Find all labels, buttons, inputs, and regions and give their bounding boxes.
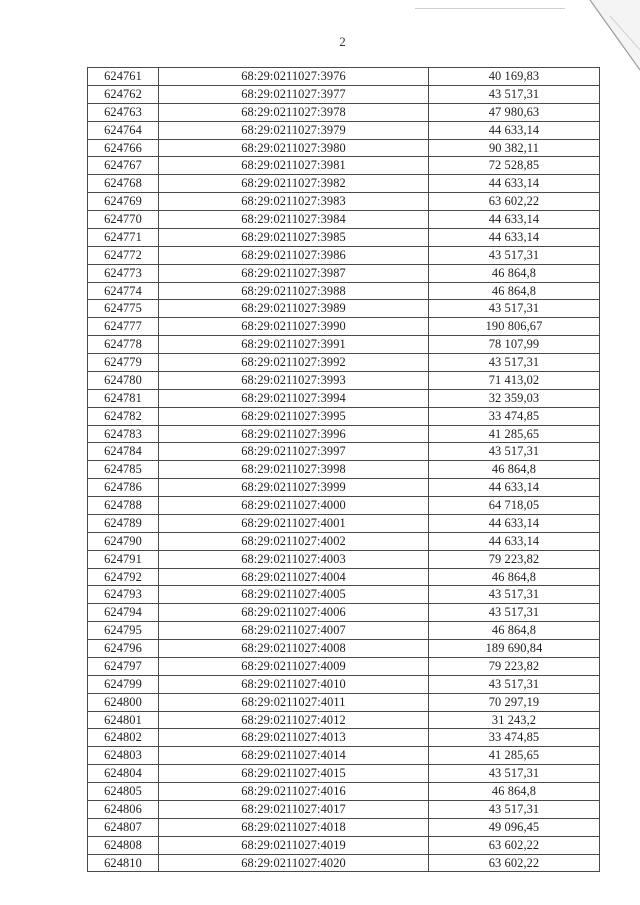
value-cell: 43 517,31 [429,675,600,693]
row-id-cell: 624774 [88,282,159,300]
cadastral-number-cell: 68:29:0211027:4015 [159,765,429,783]
row-id-cell: 624801 [88,711,159,729]
value-cell: 64 718,05 [429,497,600,515]
row-id-cell: 624808 [88,836,159,854]
table-row [88,228,600,246]
cadastral-number-cell: 68:29:0211027:3981 [159,157,429,175]
row-id-cell: 624796 [88,640,159,658]
table-row [88,68,600,86]
cadastral-number-cell: 68:29:0211027:4004 [159,568,429,586]
value-cell: 90 382,11 [429,139,600,157]
row-id-cell: 624782 [88,407,159,425]
value-cell: 33 474,85 [429,407,600,425]
cadastral-number-cell: 68:29:0211027:3994 [159,389,429,407]
cadastral-number-cell: 68:29:0211027:3980 [159,139,429,157]
table-row [88,461,600,479]
row-id-cell: 624797 [88,657,159,675]
row-id-cell: 624788 [88,497,159,515]
table-row [88,479,600,497]
row-id-cell: 624791 [88,550,159,568]
table-row [88,282,600,300]
value-cell: 44 633,14 [429,514,600,532]
cadastral-number-cell: 68:29:0211027:3995 [159,407,429,425]
value-cell: 46 864,8 [429,282,600,300]
table-row [88,407,600,425]
cadastral-number-cell: 68:29:0211027:4009 [159,657,429,675]
cadastral-number-cell: 68:29:0211027:3999 [159,479,429,497]
table-row [88,103,600,121]
cadastral-number-cell: 68:29:0211027:4000 [159,497,429,515]
cadastral-number-cell: 68:29:0211027:4006 [159,604,429,622]
value-cell: 190 806,67 [429,318,600,336]
value-cell: 78 107,99 [429,336,600,354]
cadastral-number-cell: 68:29:0211027:3998 [159,461,429,479]
cadastral-number-cell: 68:29:0211027:4002 [159,532,429,550]
value-cell: 46 864,8 [429,783,600,801]
value-cell: 63 602,22 [429,836,600,854]
cadastral-number-cell: 68:29:0211027:4020 [159,854,429,872]
registry-table [87,67,600,872]
scan-artifact-line [415,8,565,9]
row-id-cell: 624794 [88,604,159,622]
cadastral-number-cell: 68:29:0211027:4005 [159,586,429,604]
row-id-cell: 624775 [88,300,159,318]
row-id-cell: 624810 [88,854,159,872]
cadastral-number-cell: 68:29:0211027:3979 [159,121,429,139]
table-row [88,550,600,568]
value-cell: 63 602,22 [429,854,600,872]
row-id-cell: 624805 [88,783,159,801]
table-row [88,586,600,604]
cadastral-number-cell: 68:29:0211027:4011 [159,693,429,711]
value-cell: 70 297,19 [429,693,600,711]
row-id-cell: 624763 [88,103,159,121]
table-row [88,121,600,139]
row-id-cell: 624793 [88,586,159,604]
cadastral-number-cell: 68:29:0211027:4012 [159,711,429,729]
row-id-cell: 624786 [88,479,159,497]
cadastral-number-cell: 68:29:0211027:3997 [159,443,429,461]
row-id-cell: 624778 [88,336,159,354]
value-cell: 43 517,31 [429,300,600,318]
value-cell: 43 517,31 [429,765,600,783]
table-row [88,836,600,854]
table-row [88,300,600,318]
cadastral-number-cell: 68:29:0211027:3987 [159,264,429,282]
table-row [88,854,600,872]
cadastral-number-cell: 68:29:0211027:4013 [159,729,429,747]
cadastral-number-cell: 68:29:0211027:3996 [159,425,429,443]
table-row [88,693,600,711]
cadastral-number-cell: 68:29:0211027:4016 [159,783,429,801]
value-cell: 46 864,8 [429,264,600,282]
row-id-cell: 624804 [88,765,159,783]
value-cell: 44 633,14 [429,479,600,497]
row-id-cell: 624767 [88,157,159,175]
table-row [88,85,600,103]
table-row [88,765,600,783]
table-row [88,389,600,407]
table-row [88,211,600,229]
cadastral-number-cell: 68:29:0211027:4007 [159,622,429,640]
value-cell: 72 528,85 [429,157,600,175]
row-id-cell: 624785 [88,461,159,479]
row-id-cell: 624766 [88,139,159,157]
value-cell: 46 864,8 [429,461,600,479]
row-id-cell: 624803 [88,747,159,765]
table-row [88,139,600,157]
table-row [88,246,600,264]
cadastral-number-cell: 68:29:0211027:4017 [159,800,429,818]
row-id-cell: 624790 [88,532,159,550]
table-row [88,657,600,675]
cadastral-number-cell: 68:29:0211027:3983 [159,193,429,211]
cadastral-number-cell: 68:29:0211027:4010 [159,675,429,693]
row-id-cell: 624768 [88,175,159,193]
row-id-cell: 624764 [88,121,159,139]
cadastral-number-cell: 68:29:0211027:4008 [159,640,429,658]
value-cell: 43 517,31 [429,586,600,604]
row-id-cell: 624783 [88,425,159,443]
row-id-cell: 624762 [88,85,159,103]
value-cell: 63 602,22 [429,193,600,211]
value-cell: 31 243,2 [429,711,600,729]
table-row [88,532,600,550]
table-row [88,747,600,765]
row-id-cell: 624799 [88,675,159,693]
cadastral-number-cell: 68:29:0211027:3984 [159,211,429,229]
table-row [88,514,600,532]
table-row [88,497,600,515]
table-row [88,640,600,658]
row-id-cell: 624773 [88,264,159,282]
value-cell: 189 690,84 [429,640,600,658]
value-cell: 46 864,8 [429,568,600,586]
cadastral-number-cell: 68:29:0211027:4019 [159,836,429,854]
cadastral-number-cell: 68:29:0211027:3989 [159,300,429,318]
table-row [88,371,600,389]
table-row [88,818,600,836]
value-cell: 49 096,45 [429,818,600,836]
table-row [88,711,600,729]
value-cell: 33 474,85 [429,729,600,747]
value-cell: 44 633,14 [429,175,600,193]
value-cell: 79 223,82 [429,657,600,675]
value-cell: 43 517,31 [429,443,600,461]
page-number: 2 [339,34,346,49]
row-id-cell: 624761 [88,68,159,86]
row-id-cell: 624779 [88,354,159,372]
table-row [88,425,600,443]
value-cell: 44 633,14 [429,211,600,229]
cadastral-number-cell: 68:29:0211027:3978 [159,103,429,121]
value-cell: 43 517,31 [429,604,600,622]
cadastral-number-cell: 68:29:0211027:3991 [159,336,429,354]
cadastral-number-cell: 68:29:0211027:3985 [159,228,429,246]
value-cell: 44 633,14 [429,228,600,246]
row-id-cell: 624771 [88,228,159,246]
row-id-cell: 624770 [88,211,159,229]
table-row [88,604,600,622]
table-row [88,264,600,282]
cadastral-number-cell: 68:29:0211027:3988 [159,282,429,300]
table-row [88,443,600,461]
row-id-cell: 624807 [88,818,159,836]
cadastral-number-cell: 68:29:0211027:3986 [159,246,429,264]
cadastral-number-cell: 68:29:0211027:4001 [159,514,429,532]
row-id-cell: 624772 [88,246,159,264]
table-row [88,783,600,801]
cadastral-number-cell: 68:29:0211027:4003 [159,550,429,568]
value-cell: 43 517,31 [429,354,600,372]
value-cell: 44 633,14 [429,121,600,139]
cadastral-number-cell: 68:29:0211027:3990 [159,318,429,336]
value-cell: 40 169,83 [429,68,600,86]
value-cell: 71 413,02 [429,371,600,389]
table-row [88,193,600,211]
cadastral-number-cell: 68:29:0211027:3992 [159,354,429,372]
row-id-cell: 624789 [88,514,159,532]
cadastral-number-cell: 68:29:0211027:3976 [159,68,429,86]
table-row [88,800,600,818]
row-id-cell: 624792 [88,568,159,586]
table-row [88,354,600,372]
cadastral-number-cell: 68:29:0211027:3993 [159,371,429,389]
cadastral-number-cell: 68:29:0211027:3982 [159,175,429,193]
value-cell: 43 517,31 [429,800,600,818]
row-id-cell: 624795 [88,622,159,640]
row-id-cell: 624800 [88,693,159,711]
row-id-cell: 624781 [88,389,159,407]
table-body [88,68,600,872]
value-cell: 43 517,31 [429,85,600,103]
cadastral-number-cell: 68:29:0211027:4018 [159,818,429,836]
row-id-cell: 624777 [88,318,159,336]
row-id-cell: 624769 [88,193,159,211]
value-cell: 32 359,03 [429,389,600,407]
table-row [88,622,600,640]
table-row [88,318,600,336]
table-row [88,729,600,747]
value-cell: 41 285,65 [429,425,600,443]
cadastral-number-cell: 68:29:0211027:4014 [159,747,429,765]
row-id-cell: 624780 [88,371,159,389]
value-cell: 46 864,8 [429,622,600,640]
row-id-cell: 624802 [88,729,159,747]
value-cell: 43 517,31 [429,246,600,264]
table-row [88,675,600,693]
row-id-cell: 624784 [88,443,159,461]
table-row [88,336,600,354]
table-row [88,568,600,586]
value-cell: 79 223,82 [429,550,600,568]
row-id-cell: 624806 [88,800,159,818]
table-row [88,157,600,175]
cadastral-number-cell: 68:29:0211027:3977 [159,85,429,103]
value-cell: 41 285,65 [429,747,600,765]
value-cell: 44 633,14 [429,532,600,550]
table-row [88,175,600,193]
value-cell: 47 980,63 [429,103,600,121]
